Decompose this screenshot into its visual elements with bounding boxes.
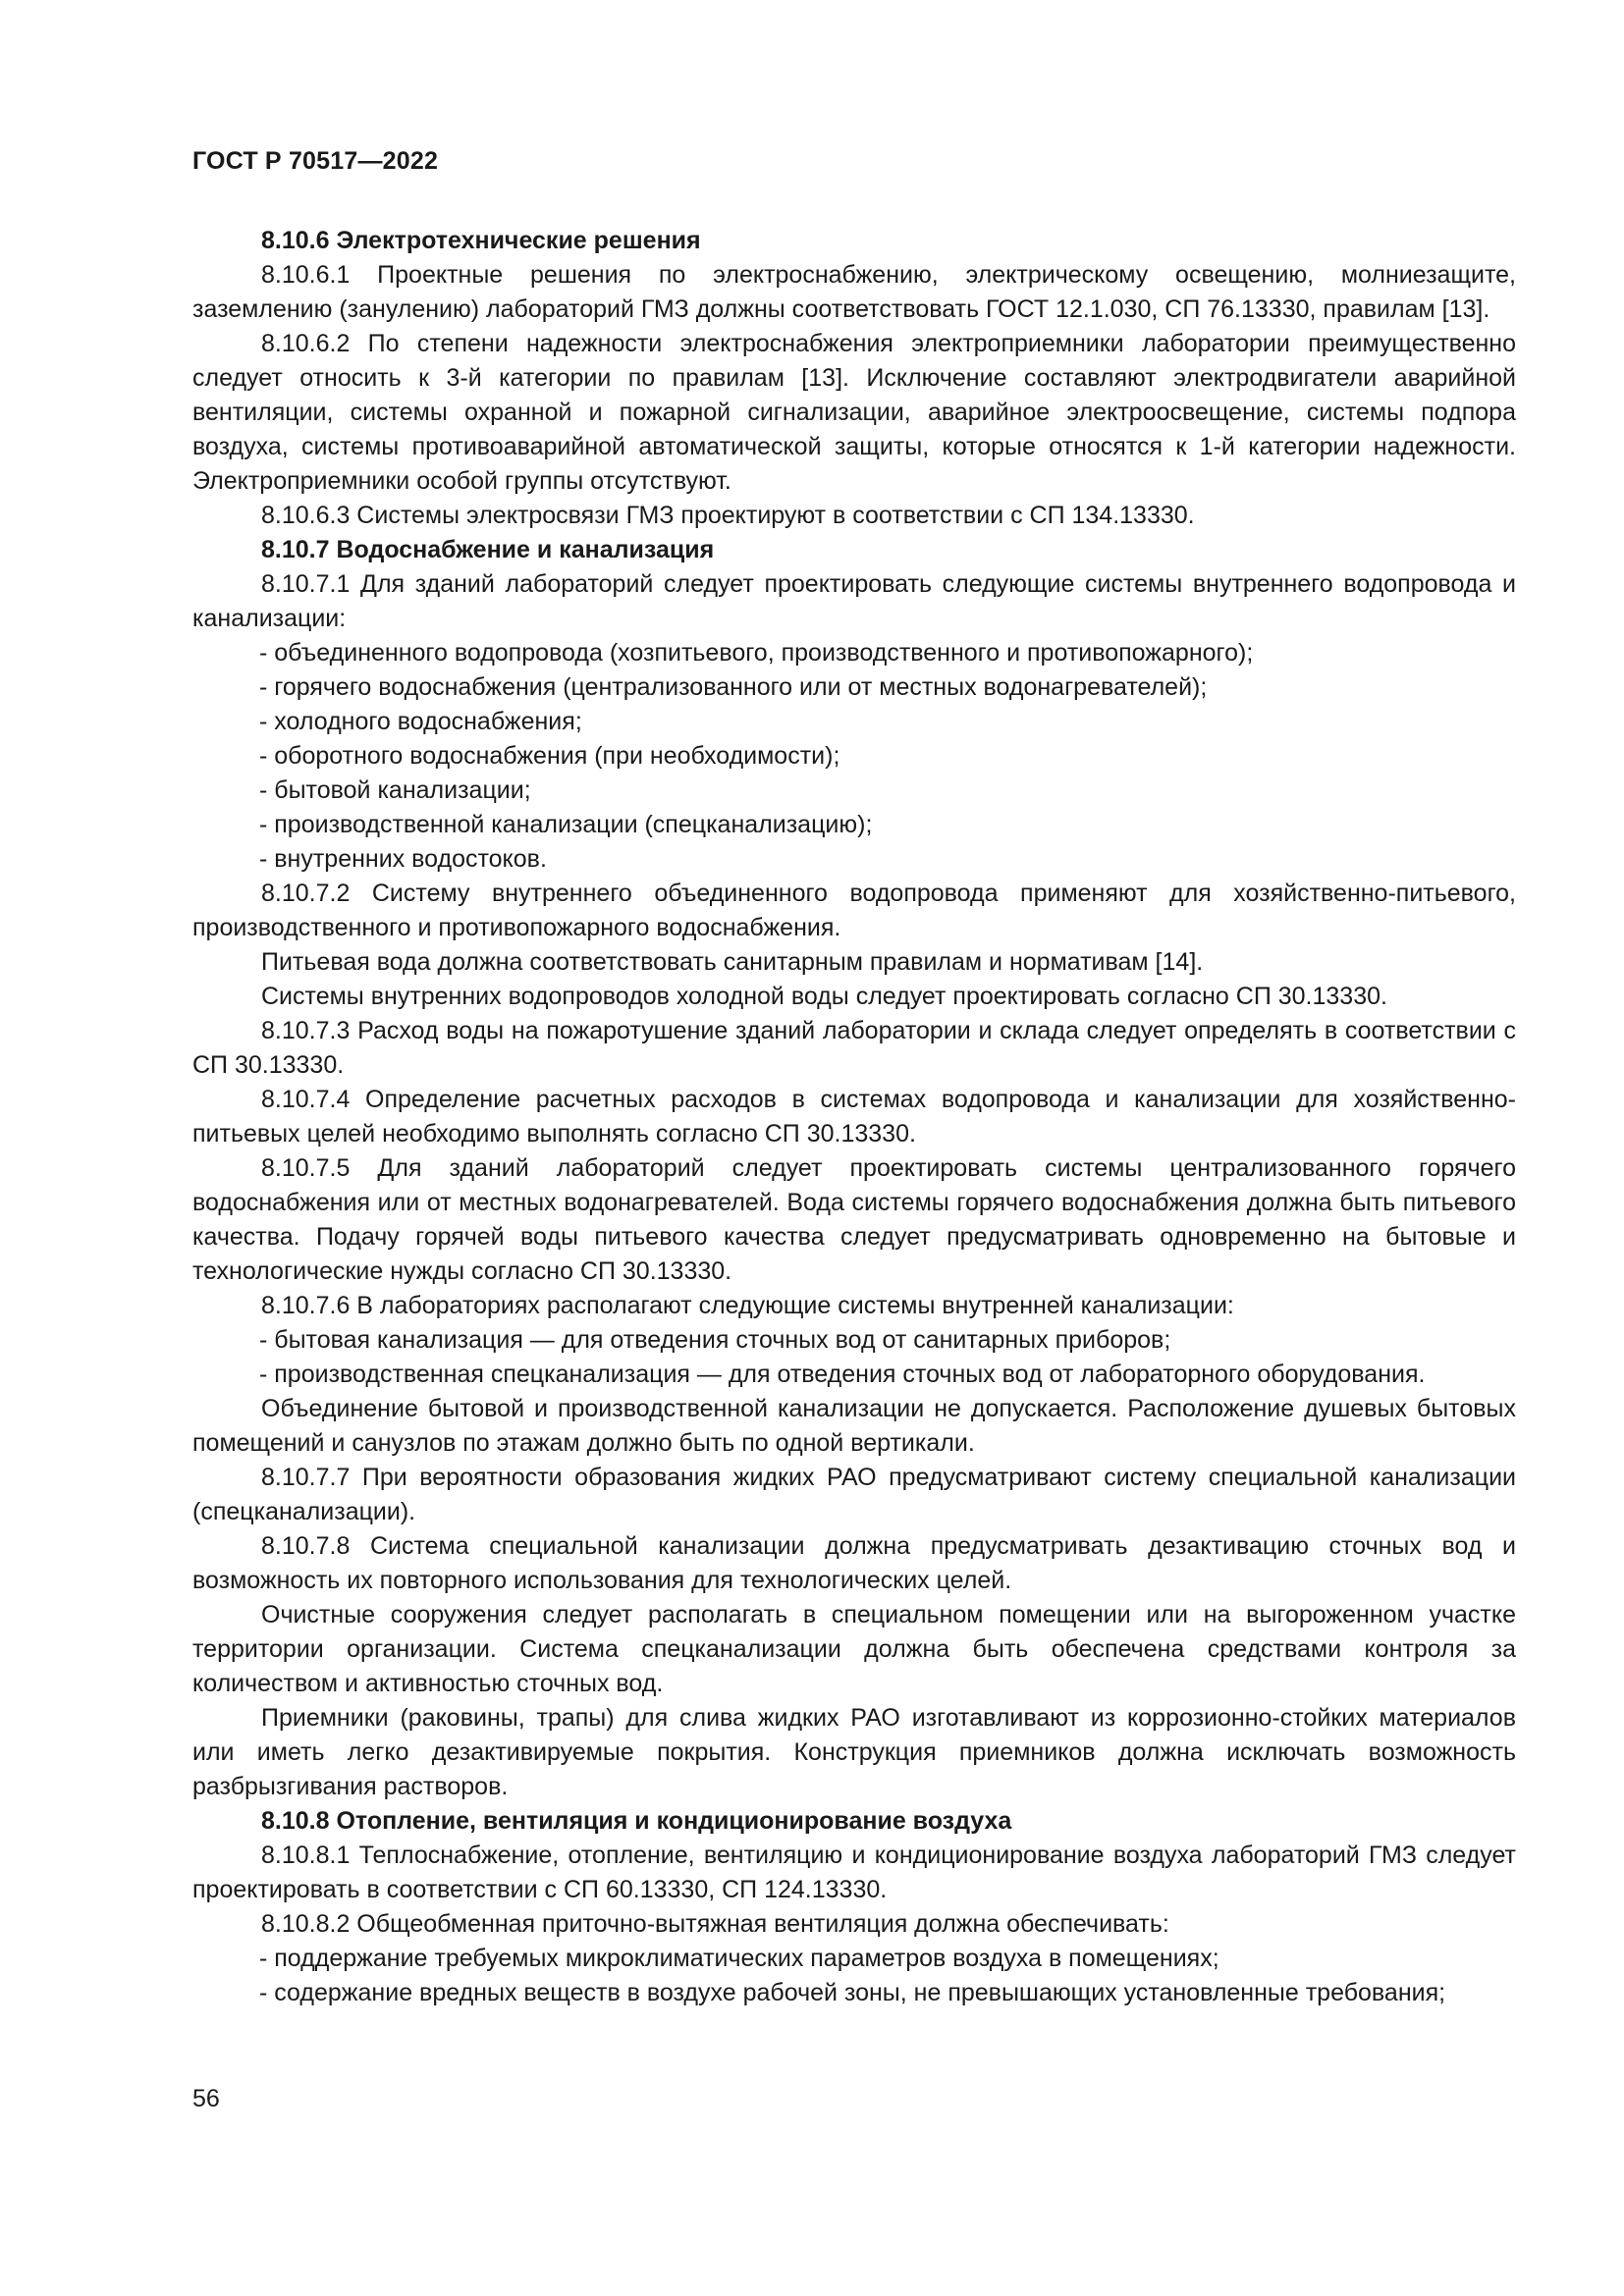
paragraph: 8.10.7.4 Определение расчетных расходов в системах водопровода и канализации для хозяйственно-питьевых целей необходимо выполнять согласно СП 30.13330. bbox=[192, 1086, 1516, 1148]
paragraph: 8.10.7.8 Система специальной канализации должна предусматривать дезактивацию сточных вод и возможность их повторного использования для технологических целей. bbox=[192, 1532, 1516, 1594]
paragraph: 8.10.8.1 Теплоснабжение, отопление, вентиляцию и кондиционирование воздуха лабораторий ГМЗ следует проектировать в соответствии с СП 60.13330, СП 124.13330. bbox=[192, 1842, 1516, 1903]
paragraph: 8.10.7.2 Систему внутреннего объединенного водопровода применяют для хозяйственно-питьевого, производственного и противопожарного водоснабжения. bbox=[192, 880, 1516, 941]
section-heading: 8.10.6 Электротехнические решения bbox=[261, 227, 701, 254]
paragraph: 8.10.6.2 По степени надежности электроснабжения электроприемники лаборатории преимущественно следует относить к 3-й категории по правилам [13]. Исключение составляют электродвигатели аварийной вентиляции, системы охранной и пожарной сигнализации, аварийное электроосвещение, системы подпора воздуха, системы противоаварийной автоматической защиты, которые относятся к 1-й категории надежности. Электроприемники особой группы отсутствуют. bbox=[192, 330, 1516, 495]
paragraph: Объединение бытовой и производственной канализации не допускается. Расположение душевых бытовых помещений и санузлов по этажам должно быть по одной вертикали. bbox=[192, 1395, 1516, 1457]
paragraph: 8.10.6.1 Проектные решения по электроснабжению, электрическому освещению, молниезащите, заземлению (занулению) лабораторий ГМЗ должны соответствовать ГОСТ 12.1.030, СП 76.13330, правилам [13]. bbox=[192, 261, 1516, 323]
paragraph: Очистные сооружения следует располагать в специальном помещении или на выгороженном участке территории организации. Система спецканализации должна быть обеспечена средствами контроля за количеством и активностью сточных вод. bbox=[192, 1601, 1516, 1697]
paragraph: 8.10.7.3 Расход воды на пожаротушение зданий лаборатории и склада следует определять в соответствии с СП 30.13330. bbox=[192, 1017, 1516, 1079]
list-item: - поддержание требуемых микроклиматических параметров воздуха в помещениях; bbox=[259, 1945, 1219, 1972]
list-item: - содержание вредных веществ в воздухе рабочей зоны, не превышающих установленные требования; bbox=[259, 1979, 1446, 2006]
list-item: - горячего водоснабжения (централизованного или от местных водонагревателей); bbox=[259, 673, 1208, 701]
paragraph: Приемники (раковины, трапы) для слива жидких РАО изготавливают из коррозионно-стойких материалов или иметь легко дезактивируемые покрытия. Конструкция приемников должна исключать возможность разбрызгивания растворов. bbox=[192, 1704, 1516, 1800]
paragraph: Системы внутренних водопроводов холодной воды следует проектировать согласно СП 30.13330. bbox=[261, 983, 1387, 1010]
paragraph: Питьевая вода должна соответствовать санитарным правилам и нормативам [14]. bbox=[261, 948, 1204, 976]
paragraph: 8.10.7.1 Для зданий лабораторий следует проектировать следующие системы внутреннего водопровода и канализации: bbox=[192, 570, 1516, 632]
section-heading: 8.10.7 Водоснабжение и канализация bbox=[261, 536, 715, 563]
page-number: 56 bbox=[192, 2085, 220, 2112]
paragraph: 8.10.8.2 Общеобменная приточно-вытяжная вентиляция должна обеспечивать: bbox=[261, 1910, 1169, 1938]
list-item: - объединенного водопровода (хозпитьевого, производственного и противопожарного); bbox=[259, 639, 1254, 667]
paragraph: 8.10.7.7 При вероятности образования жидких РАО предусматривают систему специальной канализации (спецканализации). bbox=[192, 1464, 1516, 1525]
paragraph: 8.10.7.5 Для зданий лабораторий следует проектировать системы централизованного горячего водоснабжения или от местных водонагревателей. Вода системы горячего водоснабжения должна быть питьевого качества. Подачу горячей воды питьевого качества следует предусматривать одновременно на бытовые и технологические нужды согласно СП 30.13330. bbox=[192, 1154, 1516, 1285]
document-header: ГОСТ Р 70517—2022 bbox=[192, 147, 439, 175]
list-item: - производственной канализации (спецканализацию); bbox=[259, 811, 873, 838]
section-heading: 8.10.8 Отопление, вентиляция и кондиционирование воздуха bbox=[261, 1807, 1012, 1835]
list-item: - бытовая канализация — для отведения сточных вод от санитарных приборов; bbox=[259, 1326, 1171, 1354]
list-item: - производственная спецканализация — для отведения сточных вод от лабораторного оборудования. bbox=[259, 1361, 1426, 1388]
paragraph: 8.10.7.6 В лабораториях располагают следующие системы внутренней канализации: bbox=[261, 1292, 1234, 1319]
document-body bbox=[192, 224, 1516, 2010]
list-item: - бытовой канализации; bbox=[259, 776, 531, 804]
list-item: - холодного водоснабжения; bbox=[259, 708, 582, 735]
paragraph: 8.10.6.3 Системы электросвязи ГМЗ проектируют в соответствии с СП 134.13330. bbox=[261, 502, 1195, 529]
list-item: - внутренних водостоков. bbox=[259, 845, 547, 873]
list-item: - оборотного водоснабжения (при необходимости); bbox=[259, 742, 840, 770]
